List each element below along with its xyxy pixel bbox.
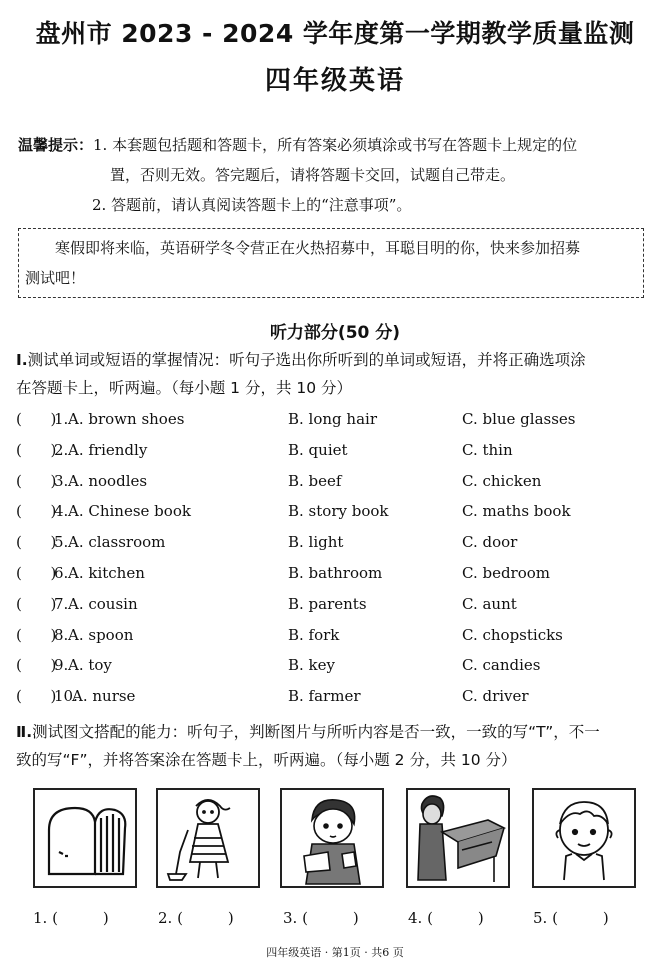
page-footer: 四年级英语 · 第1页 · 共6 页 [266, 946, 404, 959]
question-row [16, 564, 656, 588]
question-number: 5. [54, 533, 69, 552]
boy-reading-icon [280, 788, 384, 888]
question-number: 8. [54, 625, 69, 644]
girl-sweeping-icon [156, 788, 260, 888]
tips-label: 温馨提示： [18, 136, 94, 154]
question-number: 2. [54, 440, 69, 459]
answer-bracket: ( ) [16, 410, 57, 428]
answer-bracket: ( ) [16, 471, 57, 490]
option-a: A. spoon [68, 625, 134, 644]
answer-bracket: ( ) [16, 656, 57, 675]
question-row [16, 410, 656, 434]
part-2-number: Ⅱ. [16, 723, 33, 741]
question-row [16, 626, 656, 650]
option-b: B. long hair [288, 410, 377, 428]
question-row [16, 472, 656, 496]
answer-bracket: ( ) [16, 594, 57, 613]
option-a: A. toy [68, 656, 112, 675]
option-b: B. story book [288, 502, 389, 521]
part-2-line-2: 致的写“F”，并将答案涂在答题卡上，听两遍。（每小题 2 分，共 10 分） [16, 751, 517, 769]
option-c: C. maths book [462, 502, 571, 521]
answer-bracket: ( ) [16, 533, 57, 552]
picture-2-answer: 2. ( ) [158, 909, 234, 927]
notice-box [18, 228, 644, 298]
option-a: A. kitchen [68, 564, 145, 582]
option-a: A. cousin [68, 594, 138, 613]
option-c: C. chicken [462, 471, 542, 490]
child-at-desk-icon [406, 788, 510, 888]
part-2-instructions [16, 718, 661, 774]
option-a: A. Chinese book [68, 502, 191, 521]
option-a: A. nurse [72, 687, 136, 706]
option-b: B. fork [288, 625, 340, 644]
option-c: C. aunt [462, 594, 517, 613]
question-number: 10. [54, 687, 78, 706]
part-1-number: Ⅰ. [16, 351, 28, 369]
option-c: C. chopsticks [462, 625, 563, 644]
question-number: 9. [54, 656, 69, 675]
notice-line-1: 寒假即将来临，英语研学冬令营正在火热招募中，耳聪目明的你，快来参加招募 [55, 239, 581, 257]
question-number: 4. [54, 502, 69, 521]
answer-bracket: ( ) [16, 687, 57, 706]
option-b: B. farmer [288, 687, 361, 706]
tips-line-3: 2. 答题前，请认真阅读答题卡上的“注意事项”。 [92, 196, 412, 214]
tips-line-2: 置，否则无效。答完题后，请将答题卡交回，试题自己带走。 [110, 166, 516, 184]
picture-3-answer: 3. ( ) [283, 909, 359, 927]
notice-line-2: 测试吧！ [25, 269, 86, 287]
option-a: A. noodles [68, 471, 148, 490]
part-1-instructions [16, 346, 661, 402]
page-subtitle: 四年级英语 [264, 66, 405, 96]
option-c: C. driver [462, 687, 529, 706]
question-row [16, 502, 656, 526]
answer-bracket: ( ) [16, 564, 57, 582]
question-number: 3. [54, 471, 69, 490]
option-c: C. blue glasses [462, 410, 576, 428]
tips-line-1: 1. 本套题包括题和答题卡，所有答案必须填涂或书写在答题卡上规定的位 [93, 136, 578, 154]
question-row [16, 687, 656, 711]
option-c: C. candies [462, 656, 541, 675]
section-title: 听力部分(50 分) [269, 323, 401, 343]
question-row [16, 441, 656, 465]
question-row [16, 533, 656, 557]
picture-4-answer: 4. ( ) [408, 909, 484, 927]
option-b: B. bathroom [288, 564, 383, 582]
option-b: B. key [288, 656, 335, 675]
picture-1-answer: 1. ( ) [33, 909, 109, 927]
option-b: B. beef [288, 471, 342, 490]
bread-icon [33, 788, 137, 888]
option-b: B. parents [288, 594, 367, 613]
option-a: A. classroom [68, 533, 166, 552]
part-2-line-1: 测试图文搭配的能力：听句子，判断图片与所听内容是否一致，一致的写“T”，不一 [32, 723, 600, 741]
question-row [16, 595, 656, 619]
question-row [16, 656, 656, 680]
question-number: 6. [54, 564, 69, 582]
option-c: C. bedroom [462, 564, 551, 582]
option-c: C. thin [462, 440, 513, 459]
option-c: C. door [462, 533, 518, 552]
question-number: 1. [54, 410, 69, 428]
option-a: A. friendly [68, 440, 148, 459]
page-title: 盘州市 2023 - 2024 学年度第一学期教学质量监测 [35, 19, 635, 48]
answer-bracket: ( ) [16, 625, 57, 644]
answer-bracket: ( ) [16, 502, 57, 521]
part-1-line-1: 测试单词或短语的掌握情况：听句子选出你所听到的单词或短语，并将正确选项涂 [27, 351, 586, 369]
question-number: 7. [54, 594, 69, 613]
option-b: B. light [288, 533, 344, 552]
part-1-line-2: 在答题卡上，听两遍。（每小题 1 分，共 10 分） [16, 379, 353, 397]
tips-block [18, 130, 658, 220]
answer-bracket: ( ) [16, 440, 57, 459]
picture-5-answer: 5. ( ) [533, 909, 609, 927]
option-b: B. quiet [288, 440, 348, 459]
boy-face-icon [532, 788, 636, 888]
option-a: A. brown shoes [68, 410, 185, 428]
